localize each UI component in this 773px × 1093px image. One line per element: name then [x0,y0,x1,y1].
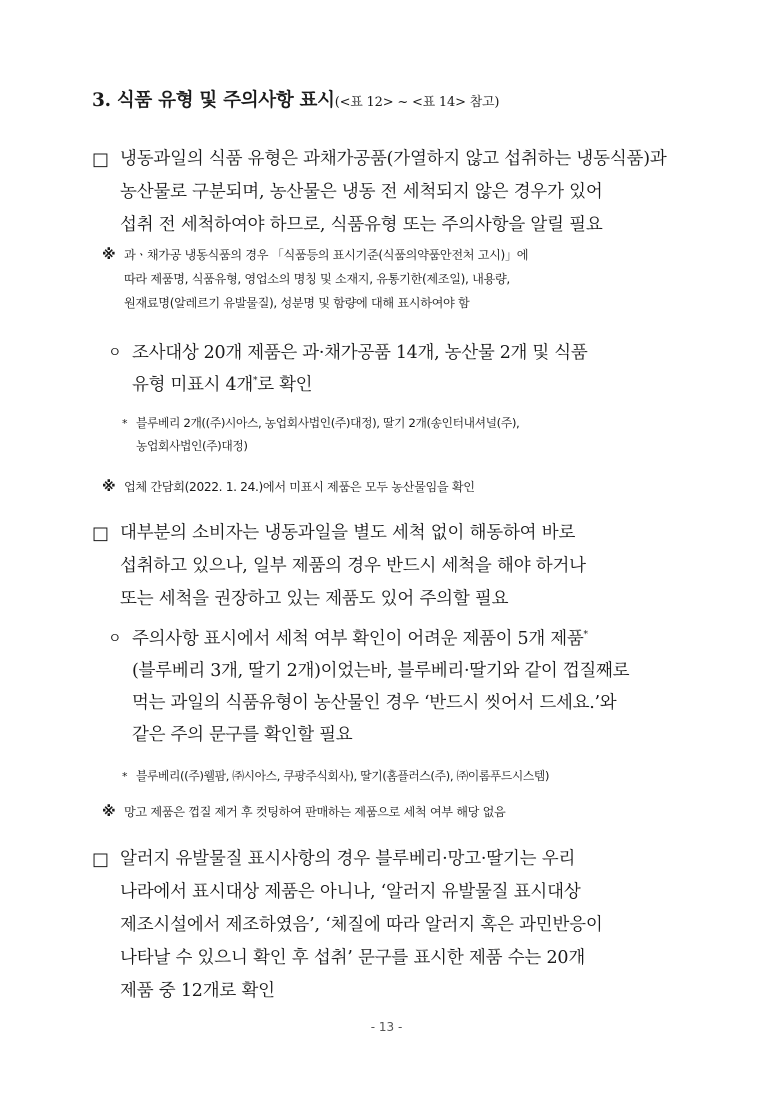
text-line: 대부분의 소비자는 냉동과일을 별도 세척 없이 해동하여 바로 [120,523,576,543]
reference-mark-icon: ※ [102,479,116,495]
footnote-caution-products [122,765,550,788]
footnote-unlabeled-products [122,412,520,458]
text-line: 과ㆍ채가공 냉동식품의 경우 「식품등의 표시기준(식품의약품안전처 고시)」에 [124,248,529,262]
text-line: 나라에서 표시대상 제품은 아니나, ‘알러지 유발물질 표시대상 [120,882,581,902]
text-line: 알러지 유발물질 표시사항의 경우 블루베리·망고·딸기는 우리 [120,849,576,869]
paragraph-washing [92,517,586,616]
text-line: 유형 미표시 4개*로 확인 [132,375,313,395]
text-line: 망고 제품은 껍질 제거 후 컷팅하여 판매하는 제품으로 세척 여부 해당 없음 [124,805,506,819]
note-labeling-standard [102,243,529,315]
text-line: 나타날 수 있으니 확인 후 섭취’ 문구를 표시한 제품 수는 20개 [120,948,586,968]
page-number: - 13 - [370,1020,403,1034]
text-line: 냉동과일의 식품 유형은 과채가공품(가열하지 않고 섭취하는 냉동식품)과 [120,149,667,169]
asterisk-icon: * [122,417,128,430]
section-title: 3. 식품 유형 및 주의사항 표시 [92,90,335,111]
footnote-star: * [253,376,258,387]
text-line: 조사대상 20개 제품은 과·채가공품 14개, 농산물 2개 및 식품 [132,343,588,363]
item-caution-labels [108,623,630,751]
reference-mark-icon: ※ [102,804,116,820]
text-line: 농산물로 구분되며, 농산물은 냉동 전 세척되지 않은 경우가 있어 [120,182,603,202]
text-line: 같은 주의 문구를 확인할 필요 [132,725,353,745]
footnote-star: * [583,630,588,641]
note-mango [102,800,506,824]
text-line: 블루베리 2개((주)시아스, 농업회사법인(주)대정), 딸기 2개(송인터내셔널(주), [136,416,520,430]
reference-mark-icon: ※ [102,247,116,263]
text-line: 먹는 과일의 식품유형이 농산물인 경우 ‘반드시 씻어서 드세요.’와 [132,693,617,713]
text-line: 주의사항 표시에서 세척 여부 확인이 어려운 제품이 5개 제품* [132,629,588,649]
text-line: 제품 중 12개로 확인 [120,981,275,1001]
circle-bullet-icon: ㅇ [108,345,122,361]
asterisk-icon: * [122,770,128,783]
text-line: 농업회사법인(주)대정) [136,439,248,453]
square-bullet-icon: □ [92,149,109,170]
square-bullet-icon: □ [92,849,109,870]
table-reference: (<표 12> ~ <표 14> 참고) [334,95,500,110]
circle-bullet-icon: ㅇ [108,631,122,647]
paragraph-allergen [92,843,603,1008]
square-bullet-icon: □ [92,523,109,544]
text-line: 따라 제품명, 식품유형, 영업소의 명칭 및 소재지, 유통기한(제조일), 내용량, [124,272,510,286]
note-meeting [102,475,475,499]
text-line: 업체 간담회(2022. 1. 24.)에서 미표시 제품은 모두 농산물임을 확인 [124,480,475,494]
text-line: 섭취 전 세척하여야 하므로, 식품유형 또는 주의사항을 알릴 필요 [120,215,603,235]
section-heading [92,86,732,112]
text-line: (블루베리 3개, 딸기 2개)이었는바, 블루베리·딸기와 같이 껍질째로 [132,661,630,681]
text-line: 제조시설에서 제조하였음’, ‘체질에 따라 알러지 혹은 과민반응이 [120,915,603,935]
text-line: 섭취하고 있으나, 일부 제품의 경우 반드시 세척을 해야 하거나 [120,556,586,576]
text-line: 원재료명(알레르기 유발물질), 성분명 및 함량에 대해 표시하여야 함 [124,296,470,310]
item-survey-products [108,337,588,401]
text-line: 블루베리((주)웰팜, ㈜시아스, 쿠팡주식회사), 딸기(홈플러스(주), ㈜이롬푸드시스템) [136,769,550,783]
paragraph-frozen-fruit-types [92,143,667,242]
text-line: 또는 세척을 권장하고 있는 제품도 있어 주의할 필요 [120,589,509,609]
